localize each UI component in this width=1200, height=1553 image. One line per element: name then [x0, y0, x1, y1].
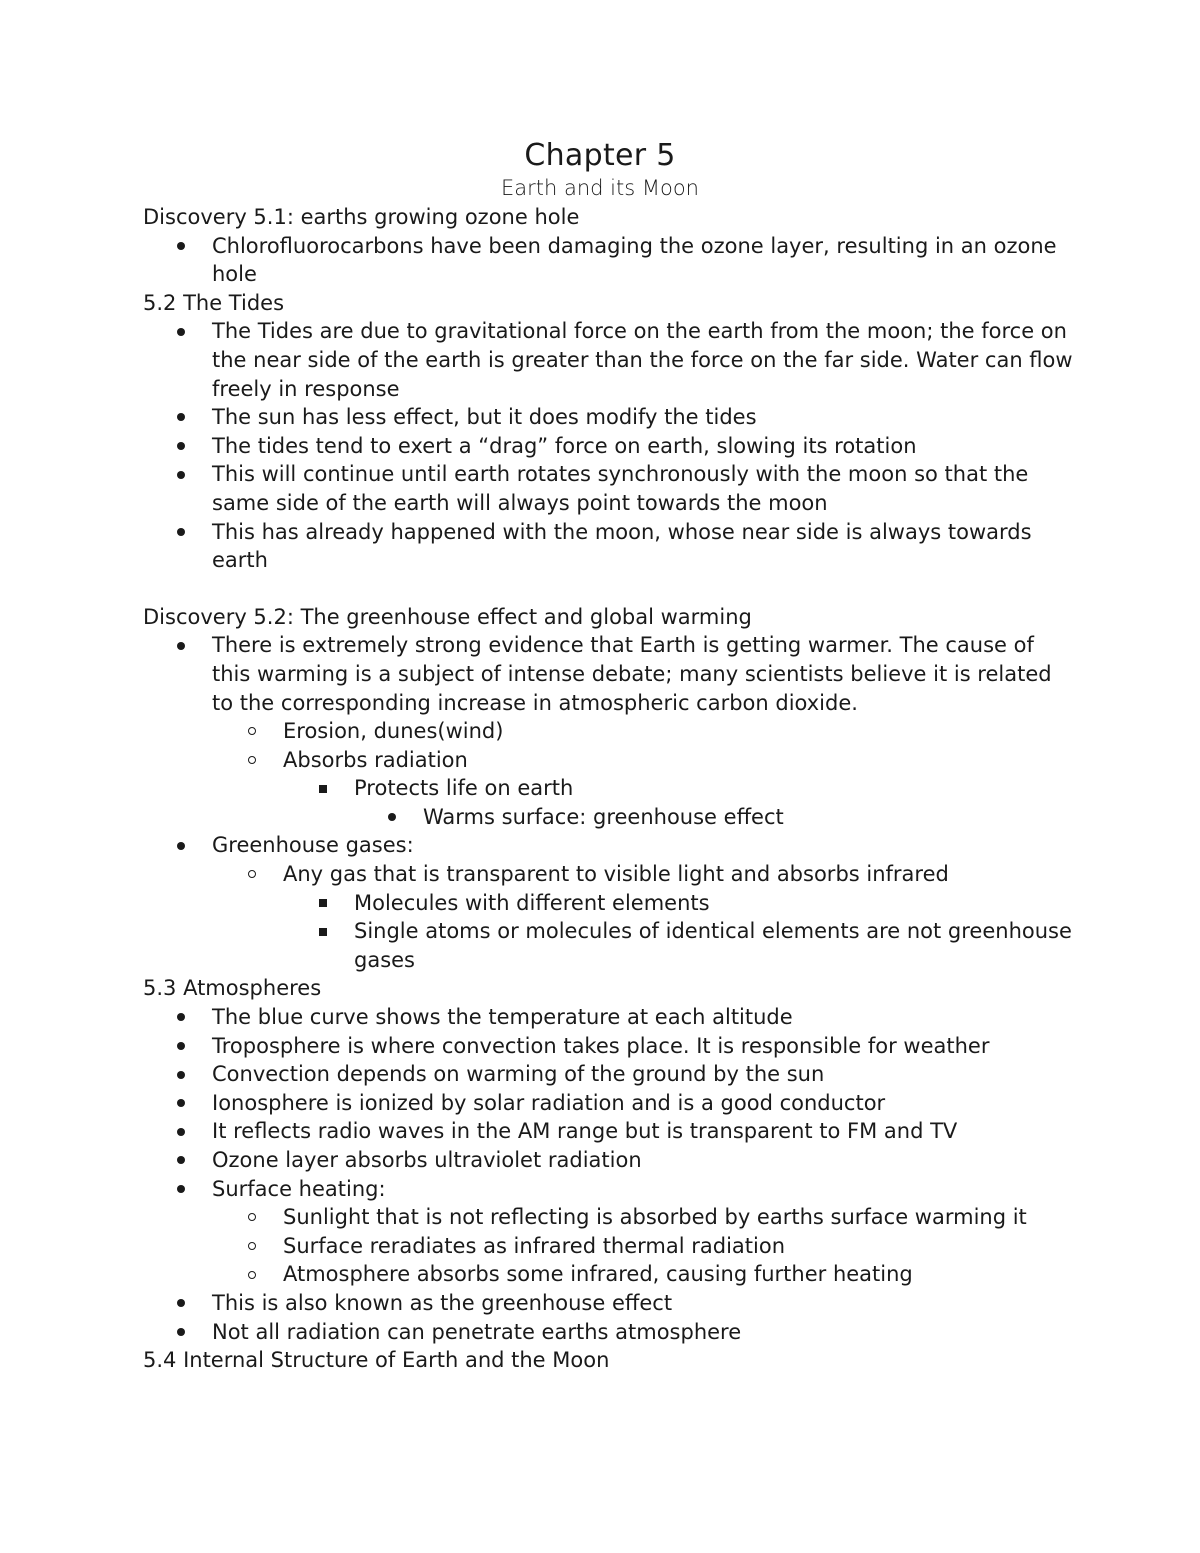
bullet-icon: [174, 1146, 188, 1175]
circle-bullet-icon: [245, 1260, 259, 1289]
bullet-icon: [174, 403, 188, 432]
section-heading-internal-structure: 5.4 Internal Structure of Earth and the Moon: [143, 1348, 610, 1373]
list-item: Single atoms or molecules of identical elements are not greenhouse gases: [143, 917, 1073, 974]
bullet-icon: [174, 1089, 188, 1118]
bullet-icon: [174, 631, 188, 660]
bullet-icon: [174, 1032, 188, 1061]
list-item: Surface heating:: [143, 1175, 1073, 1204]
discovery-5-1-list: [143, 232, 1073, 289]
circle-bullet-icon: [245, 1203, 259, 1232]
list-item: The blue curve shows the temperature at each altitude: [143, 1003, 1073, 1032]
bullet-icon: [174, 317, 188, 346]
square-bullet-icon: [316, 917, 330, 946]
list-item: Absorbs radiation: [143, 746, 1073, 775]
bullet-icon: [174, 1060, 188, 1089]
blank-line: [143, 575, 1073, 603]
circle-bullet-icon: [245, 860, 259, 889]
bullet-icon: [174, 232, 188, 261]
section-heading-atmospheres: 5.3 Atmospheres: [143, 976, 322, 1001]
list-item: There is extremely strong evidence that Earth is getting warmer. The cause of this warming is a subject of intense debate; many scientists believe it is related to the corresponding increase in atmospheric carbon dioxide.: [143, 631, 1073, 717]
square-bullet-icon: [316, 774, 330, 803]
list-item: Troposphere is where convection takes place. It is responsible for weather: [143, 1032, 1073, 1061]
bullet-icon: [174, 460, 188, 489]
bullet-icon: [174, 432, 188, 461]
list-item: Ozone layer absorbs ultraviolet radiation: [143, 1146, 1073, 1175]
discovery-5-2-list: [143, 631, 1073, 974]
list-item: Erosion, dunes(wind): [143, 717, 1073, 746]
bullet-icon: [174, 1003, 188, 1032]
notes-body: [143, 203, 1073, 1375]
list-item: This has already happened with the moon, whose near side is always towards earth: [143, 518, 1073, 575]
bullet-icon: [174, 1175, 188, 1204]
list-item: Molecules with different elements: [143, 889, 1073, 918]
list-item: Greenhouse gases:: [143, 831, 1073, 860]
list-item: It reflects radio waves in the AM range but is transparent to FM and TV: [143, 1117, 1073, 1146]
bullet-icon: [174, 1117, 188, 1146]
section-heading-discovery-5-2: Discovery 5.2: The greenhouse effect and global warming: [143, 604, 752, 629]
list-item: Any gas that is transparent to visible light and absorbs infrared: [143, 860, 1073, 889]
list-item: This will continue until earth rotates synchronously with the moon so that the same side of the earth will always point towards the moon: [143, 460, 1073, 517]
section-heading-tides: 5.2 The Tides: [143, 290, 285, 315]
list-item: Not all radiation can penetrate earths atmosphere: [143, 1318, 1073, 1347]
bullet-icon: [385, 803, 399, 832]
square-bullet-icon: [316, 889, 330, 918]
list-item: Protects life on earth: [143, 774, 1073, 803]
page-title: Chapter 5: [524, 138, 676, 173]
bullet-icon: [174, 831, 188, 860]
list-item: Ionosphere is ionized by solar radiation and is a good conductor: [143, 1089, 1073, 1118]
circle-bullet-icon: [245, 746, 259, 775]
list-item: This is also known as the greenhouse effect: [143, 1289, 1073, 1318]
bullet-icon: [174, 1289, 188, 1318]
tides-list: [143, 317, 1073, 574]
bullet-icon: [174, 518, 188, 547]
list-item: Surface reradiates as infrared thermal radiation: [143, 1232, 1073, 1261]
page-subtitle: Earth and its Moon: [501, 176, 699, 200]
list-item: The Tides are due to gravitational force on the earth from the moon; the force on the near side of the earth is greater than the force on the far side. Water can flow freely in response: [143, 317, 1073, 403]
circle-bullet-icon: [245, 1232, 259, 1261]
bullet-icon: [174, 1318, 188, 1347]
list-item: Atmosphere absorbs some infrared, causing further heating: [143, 1260, 1073, 1289]
list-item: Warms surface: greenhouse effect: [143, 803, 1073, 832]
list-item: Sunlight that is not reflecting is absorbed by earths surface warming it: [143, 1203, 1073, 1232]
list-item: Convection depends on warming of the ground by the sun: [143, 1060, 1073, 1089]
list-item: The sun has less effect, but it does modify the tides: [143, 403, 1073, 432]
circle-bullet-icon: [245, 717, 259, 746]
atmospheres-list: [143, 1003, 1073, 1346]
section-heading-discovery-5-1: Discovery 5.1: earths growing ozone hole: [143, 205, 580, 229]
list-item: The tides tend to exert a “drag” force on earth, slowing its rotation: [143, 432, 1073, 461]
list-item: Chlorofluorocarbons have been damaging the ozone layer, resulting in an ozone hole: [143, 232, 1073, 289]
